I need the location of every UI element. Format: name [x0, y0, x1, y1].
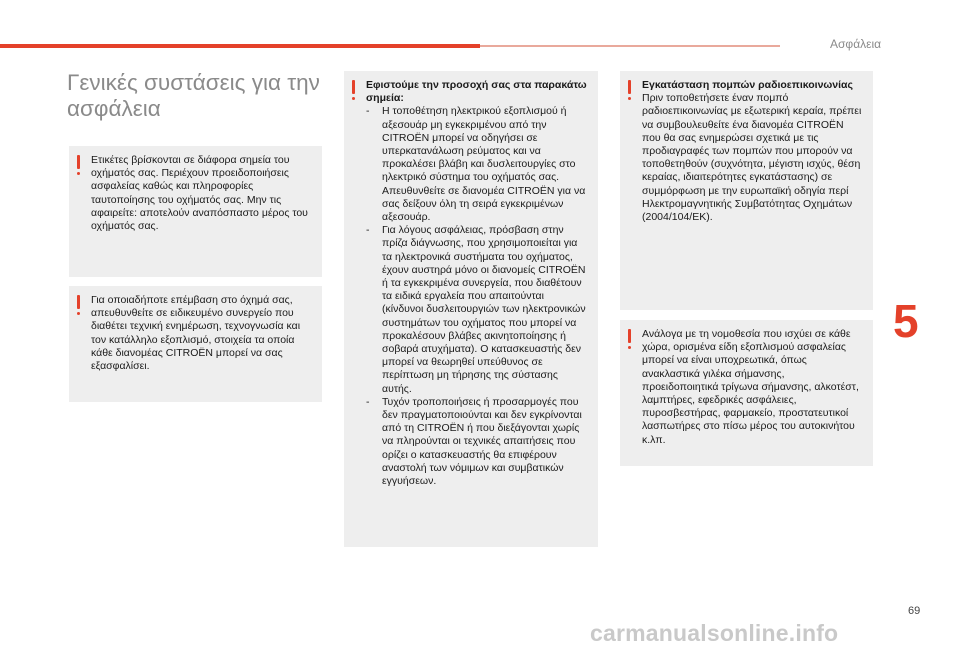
- list-item-text: Τυχόν τροποποιήσεις ή προσαρμογές που δεν πραγματοποιούνται και δεν εγκρίνονται από τη CITROËN ή που διεξάγονται χωρίς να πληρούνται οι τεχνικές απαιτήσεις που ορίζει ο κατασκευαστής θα επιφέρουν αναστολή των νόμιμων και συμβατικών εγγυήσεων.: [382, 395, 582, 488]
- notice-box-service: [69, 286, 322, 402]
- warning-icon: [77, 295, 80, 309]
- notice-title: Εγκατάσταση πομπών ραδιοεπικοινωνίας: [642, 79, 853, 91]
- list-item-text: Για λόγους ασφάλειας, πρόσβαση στην πρίζα διάγνωσης, που χρησιμοποιείται για τα ηλεκτρονικά συστήματα του οχήματος, έχουν αυστηρά μόνο οι διανομείς CITROËN ή τα εγκεκριμένα συνεργεία, που διαθέτουν τα ειδικά εργαλεία που απαιτούνται (κίνδυνοι δυσλειτουργιών των ηλεκτρονικών συστημάτων του οχήματος που μπορεί να προκαλέσουν βλάβες ακινητοποίησης ή σοβαρά ατυχήματα). Ο κατασκευαστής δεν μπορεί να θεωρηθεί υπεύθυνος σε περίπτωση μη τήρησης της σύστασης αυτής.: [382, 224, 586, 395]
- notice-text: Πριν τοποθετήσετε έναν πομπό ραδιοεπικοινωνίας με εξωτερική κεραία, πρέπει να συμβουλευθείτε ένα διανομέα CITROËN που θα σας ενημερώσει σχετικά με τις προδιαγραφές των πομπών που μπορούν να τοποθετηθούν (συχνότητα, μέγιστη ισχύς, θέση κεραίας, ιδιαιτερότητες εγκατάστασης) σε συμμόρφωση με την ευρωπαϊκή οδηγία περί Ηλεκτρομαγνητικής Συμβατότητας Οχημάτων (2004/104/ΕΚ).: [642, 92, 862, 224]
- warning-icon: [628, 80, 631, 94]
- notice-box-equipment: [620, 320, 873, 466]
- notice-text: Ετικέτες βρίσκονται σε διάφορα σημεία του οχήματός σας. Περιέχουν προειδοποιήσεις ασφαλείας καθώς και πληροφορίες ταυτοποίησης του οχήματός σας. Μην τις αφαιρείτε: αποτελούν αναπόσπαστο μέρος του οχήματός σας.: [91, 154, 308, 233]
- notice-box-labels: [69, 146, 322, 277]
- notice-title: Εφιστούμε την προσοχή σας στα παρακάτω σημεία:: [366, 79, 587, 105]
- attention-list: [366, 105, 588, 488]
- notice-box-attention: [344, 71, 598, 547]
- header-accent-bar: [0, 44, 480, 48]
- section-title: Ασφάλεια: [830, 37, 882, 51]
- warning-icon: [352, 80, 355, 94]
- warning-icon: [628, 329, 631, 343]
- list-item: [366, 396, 588, 488]
- page-number: 69: [908, 605, 921, 617]
- list-dash: -: [366, 224, 370, 237]
- notice-text: Ανάλογα με τη νομοθεσία που ισχύει σε κάθε χώρα, ορισμένα είδη εξοπλισμού ασφαλείας μπορεί να είναι υποχρεωτικά, όπως ανακλαστικά γιλέκα σήμανσης, προειδοποιητικά τρίγωνα σήμανσης, αλκοτέστ, λαμπτήρες, εφεδρικές ασφάλειες, πυροσβεστήρας, φαρμακείο, προστατευτικοί λασπωτήρες στο πίσω μέρος του αυτοκινήτου κ.λπ.: [642, 328, 859, 446]
- list-item: [366, 224, 588, 396]
- warning-icon: [77, 155, 80, 169]
- header-divider-line: [480, 45, 780, 47]
- watermark: carmanualsonline.info: [590, 620, 839, 646]
- notice-box-radio: [620, 71, 873, 310]
- list-dash: -: [366, 395, 370, 408]
- list-item: [366, 105, 588, 224]
- list-item-text: Η τοποθέτηση ηλεκτρικού εξοπλισμού ή αξεσουάρ μη εγκεκριμένου από την CITROËN μπορεί να οδηγήσει σε υπερκατανάλωση ρεύματος και να προκαλέσει βλάβη και δυσλειτουργίες στο ηλεκτρικό σύστημα του οχήματός σας. Απευθυνθείτε σε διανομέα CITROËN για να σας δείξουν όλη τη σειρά εγκεκριμένων αξεσουάρ.: [382, 105, 586, 224]
- page-heading: Γενικές συστάσεις για την ασφάλεια: [67, 70, 320, 121]
- chapter-number: 5: [893, 295, 919, 347]
- list-dash: -: [366, 105, 370, 118]
- notice-text: Για οποιαδήποτε επέμβαση στο όχημά σας, απευθυνθείτε σε ειδικευμένο συνεργείο που διαθέτει τεχνική ενημέρωση, τεχνογνωσία και τον κατάλληλο εξοπλισμό, στοιχεία τα οποία κάθε διανομέας CITROËN μπορεί να σας εξασφαλίσει.: [91, 294, 301, 373]
